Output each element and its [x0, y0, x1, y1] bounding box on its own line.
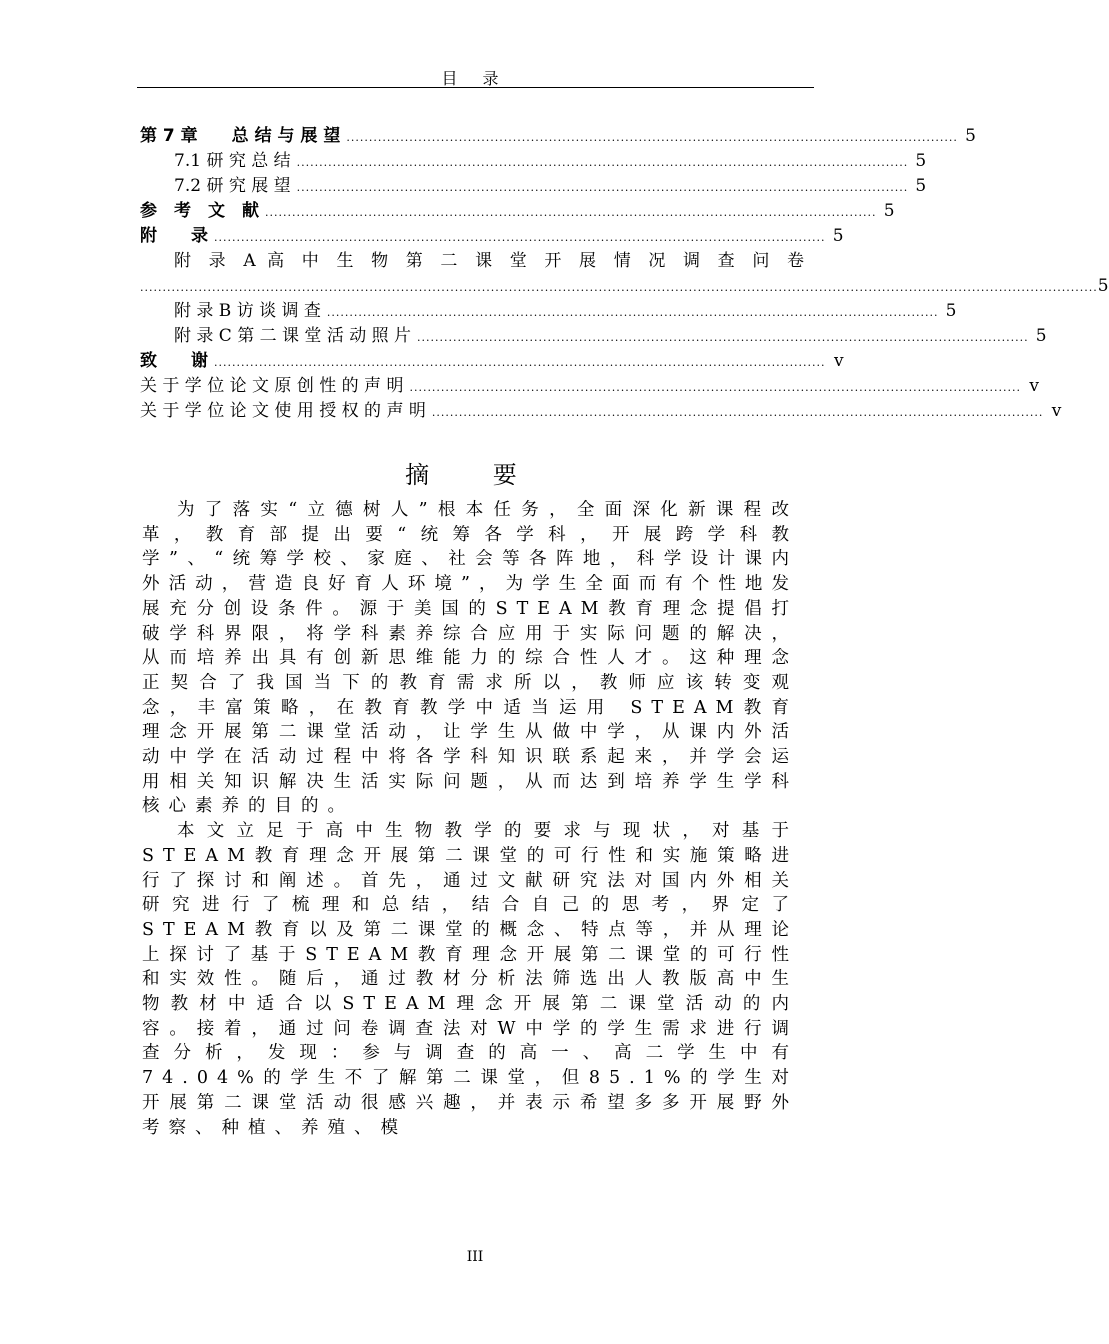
toc-entry-page: 5 — [915, 151, 927, 171]
toc-entry-page: 5 — [883, 201, 895, 221]
toc-leader-dots: ........................................................................................................................................ — [296, 156, 909, 169]
toc-entry-label: 第 7 章 总 结 与 展 望 — [140, 126, 341, 146]
page-number: III — [466, 1249, 484, 1265]
header-rule — [137, 87, 814, 88]
toc-leader-dots: ........................................................................................................................................ — [265, 206, 877, 219]
toc-entry[interactable] — [140, 299, 957, 324]
toc-leader-dots: ........................................................................................................................................ — [326, 306, 939, 319]
abstract-title: 摘 要 — [405, 461, 545, 489]
toc-leader-dots: ........................................................................................................................................ — [409, 381, 1021, 394]
toc-entry-label: 关 于 学 位 论 文 原 创 性 的 声 明 — [140, 376, 404, 396]
toc-leader-dots: ........................................................................................................................................ — [296, 181, 909, 194]
toc-entry-label: 7.2 研 究 展 望 — [174, 176, 291, 196]
toc-entry[interactable] — [140, 224, 844, 249]
toc-leader-dots: ........................................................................................................................................ — [346, 131, 958, 144]
toc-entry[interactable] — [140, 249, 804, 274]
toc-entry-page: v — [833, 351, 844, 371]
page-header: 目 录 — [441, 69, 509, 88]
toc-leader-dots: ........................................................................................................................................ — [417, 331, 1029, 344]
abstract-body — [142, 498, 798, 1140]
toc-entry-page: v — [1029, 376, 1039, 396]
toc-entry[interactable] — [140, 399, 1062, 424]
toc-entry[interactable] — [140, 124, 976, 149]
toc-entry-page: 5 — [915, 176, 927, 196]
toc-entry-page: 5 — [1097, 276, 1109, 296]
table-of-contents — [140, 124, 1109, 424]
toc-entry-label: 附 录 A 高 中 生 物 第 二 课 堂 开 展 情 况 调 查 问 卷 — [174, 251, 804, 271]
toc-leader-dots: ........................................................................................................................................ — [431, 406, 1044, 419]
toc-entry-label: 附 录 B 访 谈 调 查 — [174, 301, 321, 321]
toc-entry[interactable] — [140, 199, 895, 224]
toc-entry-label: 致 谢 — [140, 351, 208, 371]
toc-entry-page: 5 — [965, 126, 976, 146]
toc-leader-dots: ........................................................................................................................................ — [214, 231, 826, 244]
toc-entry[interactable] — [140, 149, 927, 174]
toc-leader-dots: ..................................................................................................................................................................................................................... — [140, 281, 1098, 294]
toc-entry[interactable] — [140, 324, 1047, 349]
toc-entry-continuation[interactable] — [140, 274, 1109, 299]
toc-entry[interactable] — [140, 374, 1039, 399]
toc-leader-dots: ........................................................................................................................................ — [214, 356, 826, 369]
toc-entry-page: 5 — [1035, 326, 1047, 346]
toc-entry-page: 5 — [832, 226, 844, 246]
toc-entry-label: 参 考 文 献 — [140, 201, 259, 221]
toc-entry[interactable] — [140, 174, 927, 199]
toc-entry-label: 附 录 — [140, 226, 208, 246]
abstract-paragraph: 本文立足于高中生物教学的要求与现状，对基于STEAM教育理念开展第二课堂的可行性和实施策略进行了探讨和阐述。首先，通过文献研究法对国内外相关研究进行了梳理和总结，结合自己的思考，界定了STEAM教育以及第二课堂的概念、特点等，并从理论上探讨了基于STEAM教育理念开展第二课堂的可行性和实效性。随后，通过教材分析法筛选出人教版高中生物教材中适合以STEAM理念开展第二课堂活动的内容。接着，通过问卷调查法对W中学的学生需求进行调查分析，发现：参与调查的高一、高二学生中有74.04%的学生不了解第二课堂，但85.1%的学生对开展第二课堂活动很感兴趣，并表示希望多多开展野外考察、种植、养殖、模 — [142, 821, 798, 1138]
toc-entry-label: 附 录 C 第 二 课 堂 活 动 照 片 — [174, 326, 412, 346]
toc-entry-label: 7.1 研 究 总 结 — [174, 151, 291, 171]
toc-entry[interactable] — [140, 349, 844, 374]
toc-entry-label: 关 于 学 位 论 文 使 用 授 权 的 声 明 — [140, 401, 426, 421]
toc-entry-page: v — [1051, 401, 1062, 421]
toc-entry-page: 5 — [945, 301, 957, 321]
abstract-paragraph: 为了落实“立德树人”根本任务，全面深化新课程改革，教育部提出要“统筹各学科，开展跨学科教学”、“统筹学校、家庭、社会等各阵地，科学设计课内外活动，营造良好育人环境”，为学生全面而有个性地发展充分创设条件。源于美国的STEAM教育理念提倡打破学科界限，将学科素养综合应用于实际问题的解决，从而培养出具有创新思维能力的综合性人才。这种理念正契合了我国当下的教育需求所以，教师应该转变观念，丰富策略，在教育教学中适当运用 STEAM教育理念开展第二课堂活动，让学生从做中学，从课内外活动中学在活动过程中将各学科知识联系起来，并学会运用相关知识解决生活实际问题，从而达到培养学生学科核心素养的目的。 — [142, 500, 798, 817]
